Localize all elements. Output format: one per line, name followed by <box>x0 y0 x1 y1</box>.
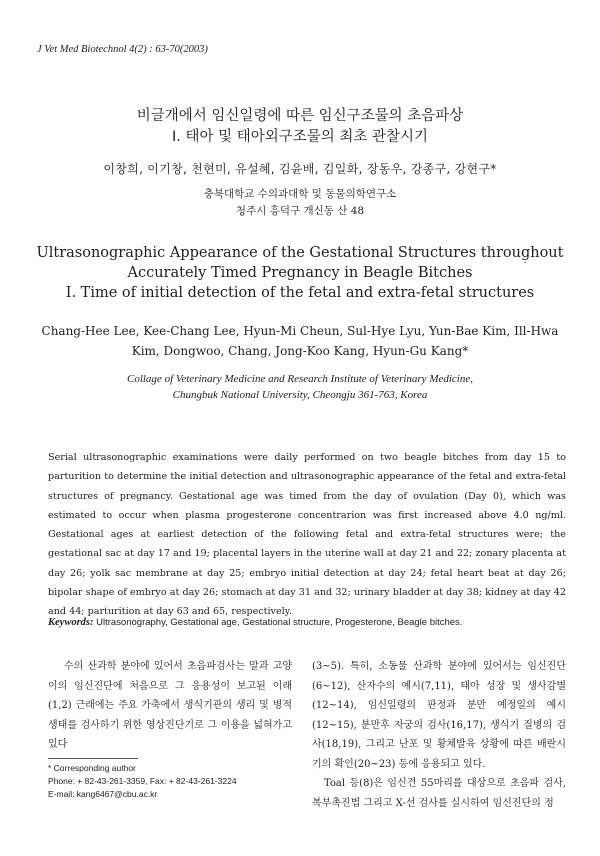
footnote-line-1: * Corresponding author <box>48 763 136 773</box>
body-right-paragraph-2: Toal 등(8)은 임신견 55마리를 대상으로 초음파 검사, 복부촉진법 그리고 X-선 검사를 실시하여 임신진단의 정 <box>312 778 566 809</box>
body-right-column <box>312 657 566 813</box>
korean-affiliation-line-2: 청주시 흥덕구 개신동 산 48 <box>235 205 365 217</box>
body-right-paragraph-1: (3~5). 특히, 소동물 산과학 분야에 있어서는 임신진단(6~12), 산자수의 예시(7,11), 태아 성장 및 생사감별(12~14), 임신일령의 판정과 분만 예정일의 예시(12~15), 분만후 자궁의 검사(16,17), 생식기 질병의 검사(18,19), 그리고 난포 및 황체발육 상황에 따른 배란시기의 확인(20~23) 등에 응용되고 있다. <box>312 661 566 770</box>
footnote-line-3: E-mail: kang6467@cbu.ac.kr <box>48 789 158 799</box>
keywords-label: Keywords: <box>48 617 94 628</box>
english-title-line-1: Ultrasonographic Appearance of the Gestational Structures throughout <box>36 245 564 261</box>
korean-affiliation-line-1: 충북대학교 수의과대학 및 동물의학연구소 <box>203 188 397 200</box>
english-title-line-2: Accurately Timed Pregnancy in Beagle Bitches <box>127 265 473 281</box>
corresponding-author-footnote <box>48 762 237 801</box>
journal-citation: J Vet Med Biotechnol 4(2) : 63-70(2003) <box>37 44 208 55</box>
footnote-divider <box>48 758 138 759</box>
korean-title-line-1: 비글개에서 임신일령에 따른 임신구조물의 초음파상 <box>136 108 464 124</box>
body-left-paragraph: 수의 산과학 분야에 있어서 초음파검사는 말과 고양이의 임신진단에 처음으로 그 응용성이 보고된 이래(1,2) 근래에는 주요 가축에서 생식기관의 생리 및 병적 생태를 검사하기 위한 영상진단기로 그 이용을 넓혀가고 있다 <box>48 661 292 750</box>
english-affiliation-line-1: Collage of Veterinary Medicine and Research Institute of Veterinary Medicine, <box>126 373 473 385</box>
keywords-text: Ultrasonography, Gestational age, Gestational structure, Progesterone, Beagle bitches. <box>93 617 463 628</box>
abstract: Serial ultrasonographic examinations were daily performed on two beagle bitches from day 15 to parturition to determine the initial detection and ultrasonographic appearance of the fetal and extra-fetal structures of pregnancy. Gestational age was timed from the day of ovulation (Day 0), which was estimated to occur when plasma progesterone concentrarion was first increased above 4.0 ng/ml. Gestational ages at earliest detection of the following fetal and extra-fetal structures were; the gestational sac at day 17 and 19; placental layers in the uterine wall at day 21 and 22; zonary placenta at day 26; yolk sac membrane at day 25; embryo initial detection at day 24; fetal heart beat at day 26; bipolar shape of embryo at day 26; stomach at day 31 and 32; urinary bladder at day 38; kidney at day 42 and 44; parturition at day 63 and 65, respectively. <box>48 452 566 618</box>
body-left-column <box>48 657 292 755</box>
english-authors: Chang-Hee Lee, Kee-Chang Lee, Hyun-Mi Cheun, Sul-Hye Lyu, Yun-Bae Kim, Ill-Hwa Kim, Dongwoo, Chang, Jong-Koo Kang, Hyun-Gu Kang* <box>41 324 559 358</box>
english-affiliation-line-2: Chungbuk National University, Cheongju 361-763, Korea <box>172 389 428 401</box>
korean-authors: 이창희, 이기창, 천현미, 유설혜, 김윤배, 김일화, 장동우, 강종구, 강현구* <box>103 162 497 176</box>
footnote-line-2: Phone: + 82-43-261-3359, Fax: + 82-43-261-3224 <box>48 776 237 786</box>
scan-speck <box>524 262 526 263</box>
korean-title-line-2: I. 태아 및 태아외구조물의 최초 관찰시기 <box>171 129 429 145</box>
keywords <box>48 617 566 628</box>
english-title-line-3: I. Time of initial detection of the fetal and extra-fetal structures <box>65 285 535 301</box>
